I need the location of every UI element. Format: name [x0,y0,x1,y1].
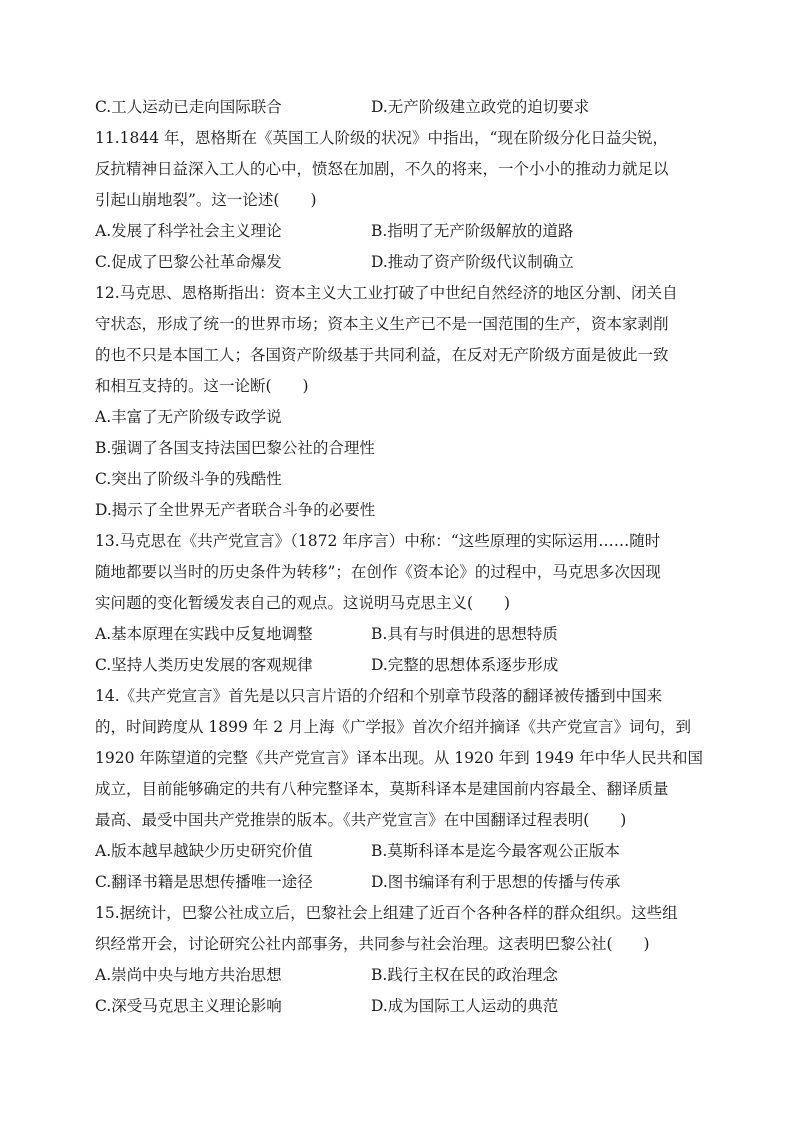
q12-option-c: C.突出了阶级斗争的残酷性 [95,470,282,488]
q13-option-a: A.基本原理在实践中反复地调整 [95,625,313,643]
q14-option-c: C.翻译书籍是思想传播唯一途径 [95,873,313,891]
q12-option-d: D.揭示了全世界无产者联合斗争的必要性 [95,501,376,519]
q14-stem-line-2: 的，时间跨度从 1899 年 2 月上海《广学报》首次介绍并摘译《共产党宣言》词句，到 [95,718,692,736]
q11-stem-line-1: 11.1844 年，恩格斯在《英国工人阶级的状况》中指出，“现在阶级分化日益尖锐， [95,129,668,147]
q14-stem-line-4: 成立，目前能够确定的共有八种完整译本，莫斯科译本是建国前内容最全、翻译质量 [95,780,669,798]
q12-option-a: A.丰富了无产阶级专政学说 [95,408,282,426]
q15-option-d: D.成为国际工人运动的典范 [371,997,559,1015]
q11-stem-line-2: 反抗精神日益深入工人的心中，愤怒在加剧，不久的将来，一个小小的推动力就足以 [95,160,669,178]
q14-option-d: D.图书编译有利于思想的传播与传承 [371,873,621,891]
q14-option-a: A.版本越早越缺少历史研究价值 [95,842,313,860]
q14-stem-line-3: 1920 年陈望道的完整《共产党宣言》译本出现。从 1920 年到 1949 年中华人民共和国 [95,749,703,767]
q13-option-c: C.坚持人类历史发展的客观规律 [95,656,313,674]
q12-stem-line-1: 12.马克思、恩格斯指出：资本主义大工业打破了中世纪自然经济的地区分割、闭关自 [95,284,678,302]
q10-option-d: D.无产阶级建立政党的迫切要求 [371,98,590,116]
q15-stem-line-1: 15.据统计，巴黎公社成立后，巴黎社会上组建了近百个各种各样的群众组织。这些组 [95,904,678,922]
q11-option-d: D.推动了资产阶级代议制确立 [371,253,574,271]
q13-stem-line-2: 随地都要以当时的历史条件为转移”；在创作《资本论》的过程中，马克思多次因现 [95,563,661,581]
q13-stem-line-1: 13.马克思在《共产党宣言》（1872 年序言）中称：“这些原理的实际运用……随时 [95,532,661,550]
q12-stem-line-2: 守状态，形成了统一的世界市场；资本主义生产已不是一国范围的生产，资本家剥削 [95,315,669,333]
q11-stem-line-3: 引起山崩地裂”。这一论述( ) [95,191,317,209]
q12-stem-line-4: 和相互支持的。这一论断( ) [95,377,309,395]
q10-option-c: C.工人运动已走向国际联合 [95,98,282,116]
q13-stem-line-3: 实问题的变化暂缓发表自己的观点。这说明马克思主义( ) [95,594,511,612]
q15-option-c: C.深受马克思主义理论影响 [95,997,282,1015]
q12-stem-line-3: 的也不只是本国工人；各国资产阶级基于共同利益，在反对无产阶级方面是彼此一致 [95,346,669,364]
q12-option-b: B.强调了各国支持法国巴黎公社的合理性 [95,439,375,457]
q14-option-b: B.莫斯科译本是迄今最客观公正版本 [371,842,620,860]
q13-option-d: D.完整的思想体系逐步形成 [371,656,559,674]
q11-option-a: A.发展了科学社会主义理论 [95,222,282,240]
q15-option-b: B.践行主权在民的政治理念 [371,966,558,984]
q13-option-b: B.具有与时俱进的思想特质 [371,625,558,643]
q11-option-b: B.指明了无产阶级解放的道路 [371,222,574,240]
q14-stem-line-5: 最高、最受中国共产党推崇的版本。《共产党宣言》在中国翻译过程表明( ) [95,811,627,829]
q15-option-a: A.崇尚中央与地方共治思想 [95,966,282,984]
q15-stem-line-2: 织经常开会，讨论研究公社内部事务，共同参与社会治理。这表明巴黎公社( ) [95,935,650,953]
q11-option-c: C.促成了巴黎公社革命爆发 [95,253,282,271]
q14-stem-line-1: 14.《共产党宣言》首先是以只言片语的介绍和个别章节段落的翻译被传播到中国来 [95,687,663,705]
